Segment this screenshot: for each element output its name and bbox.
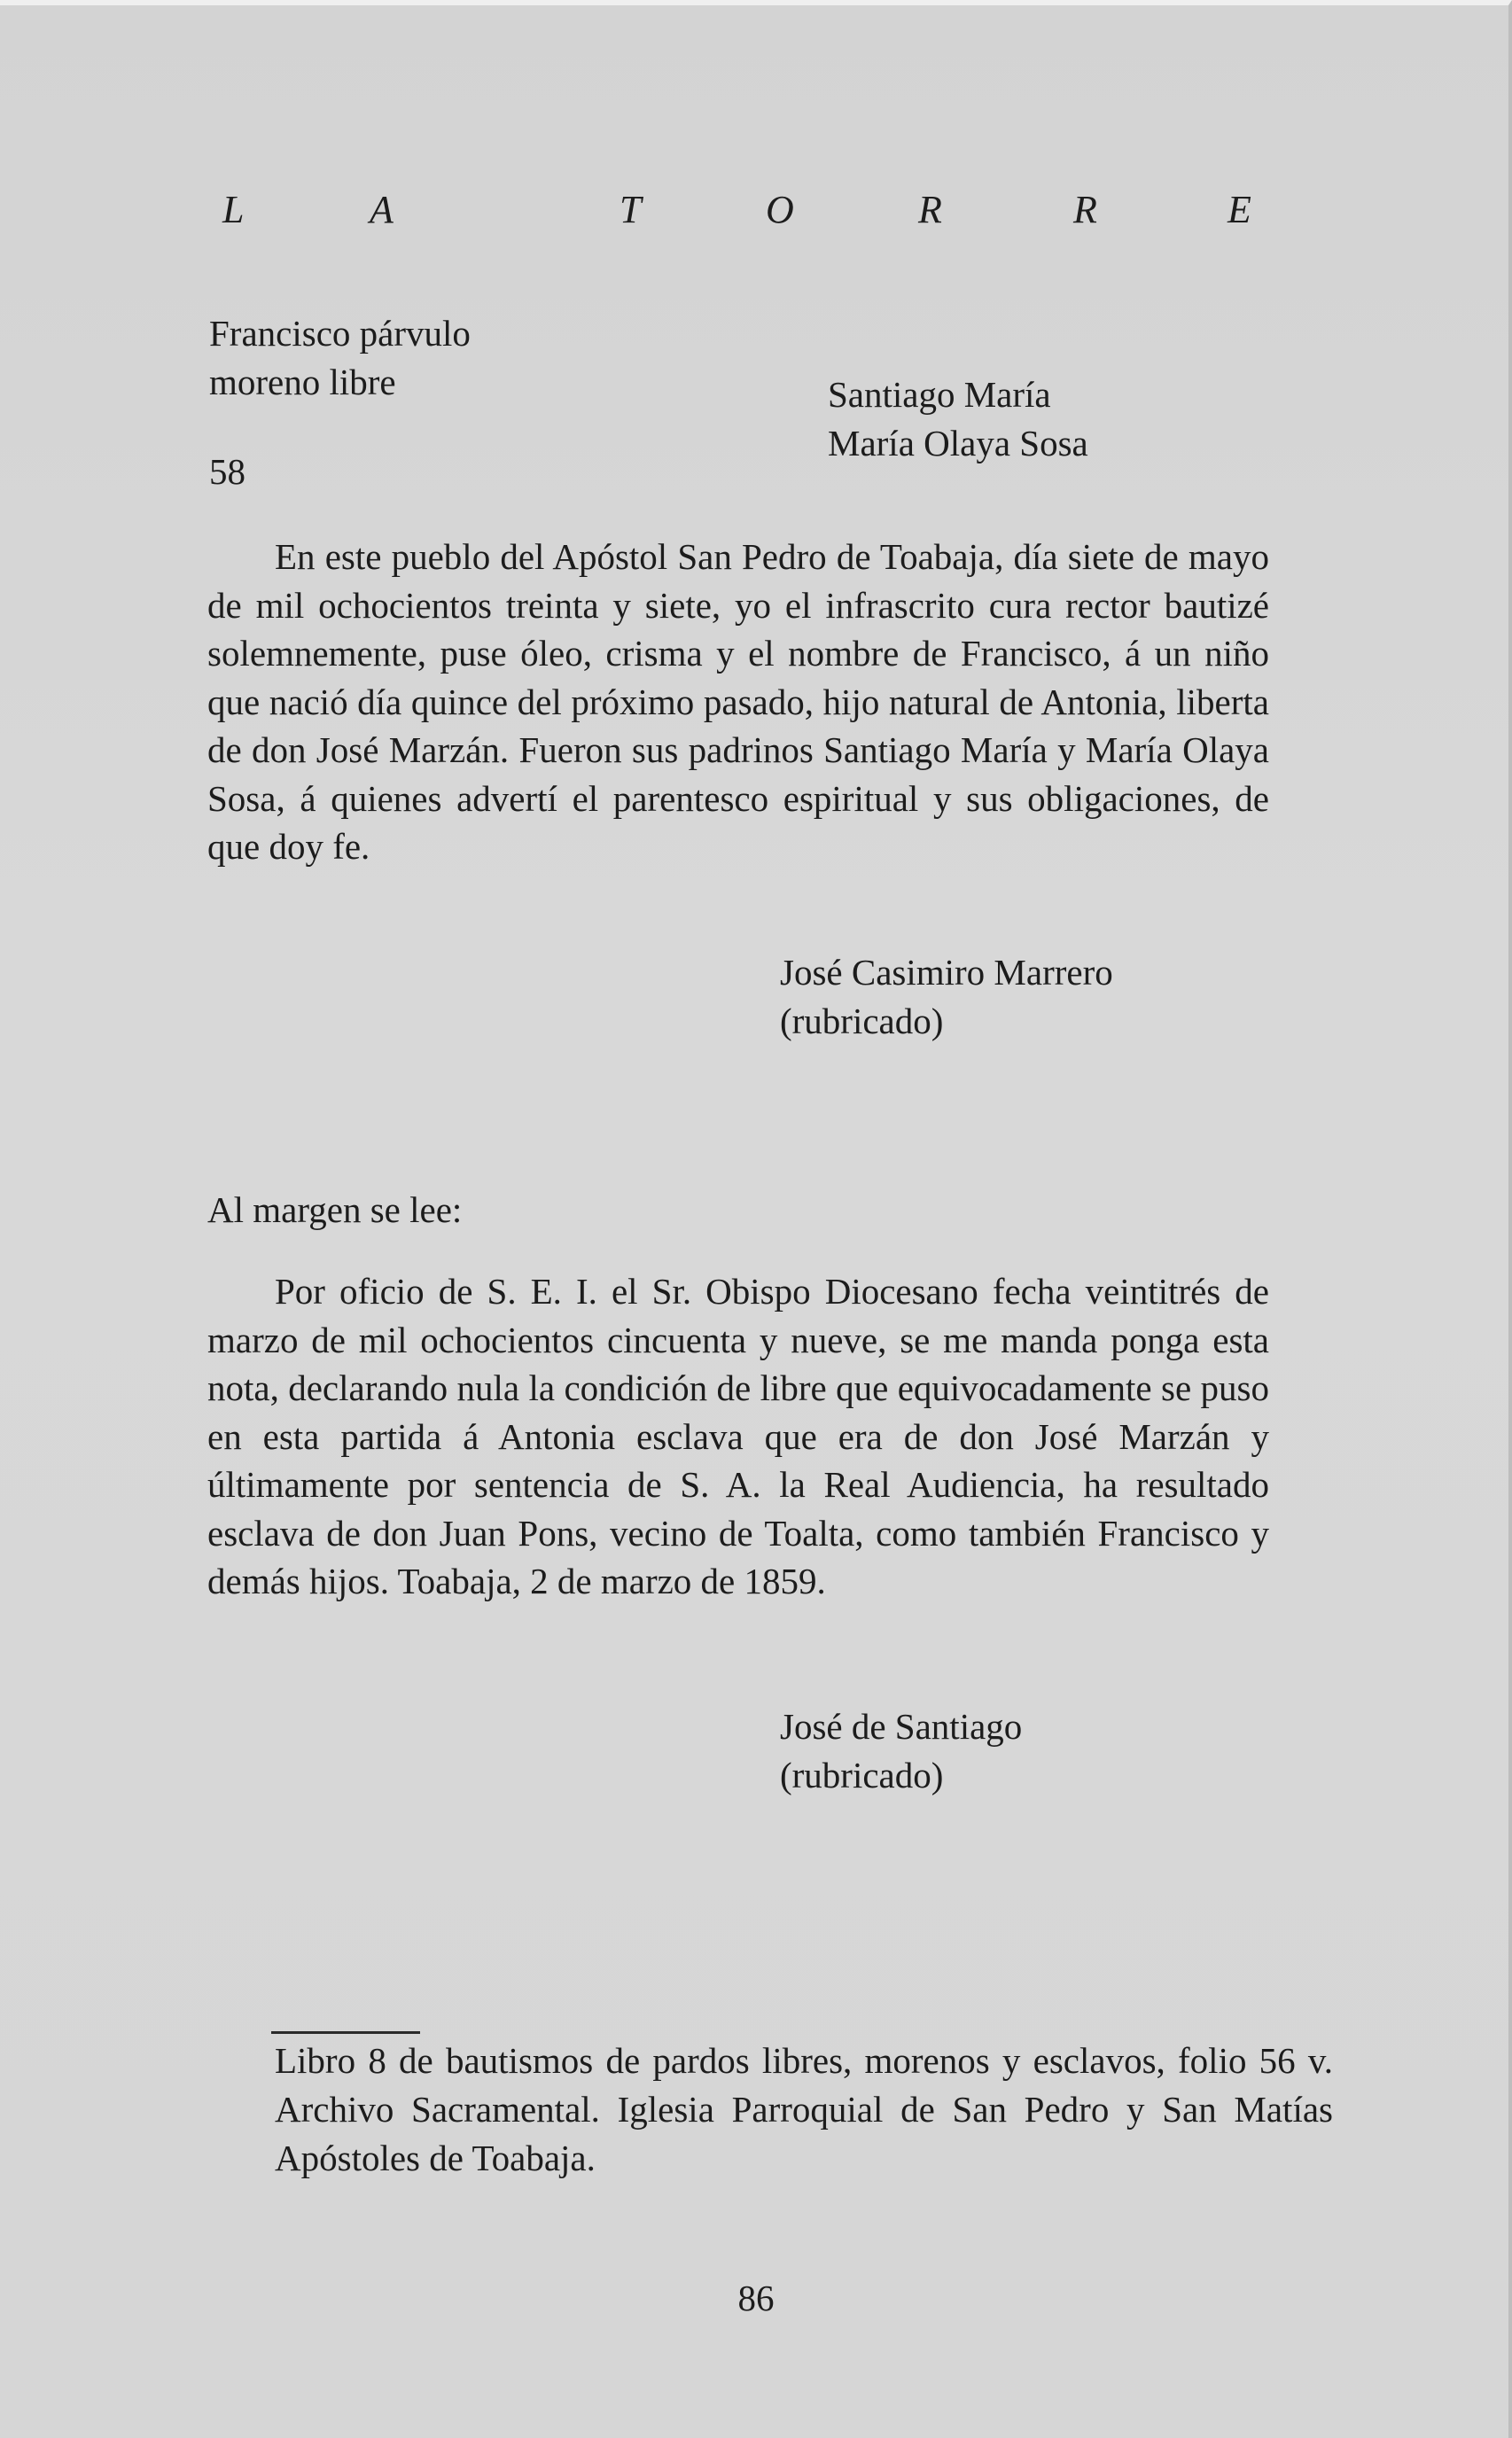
marginal-note-label: Al margen se lee:	[207, 1189, 463, 1230]
running-head	[210, 187, 1284, 240]
footnote-rule	[271, 2031, 420, 2034]
godparents	[828, 370, 1088, 468]
footnote: Libro 8 de bautismos de pardos libres, morenos y esclavos, folio 56 v. Archivo Sacramental. Iglesia Parroquial de San Pedro y San Matías Apóstoles de Toabaja.	[275, 2040, 1333, 2178]
page-number: 86	[737, 2278, 775, 2318]
baptism-record-text: En este pueblo del Apóstol San Pedro de Toabaja, día siete de mayo de mil ochocientos treinta y siete, yo el infrascrito cura rector bautizé solemnemente, puse óleo, crisma y el nombre de Francisco, á un niño que nació día quince del próximo pasado, hijo natural de Antonia, liberta de don José Marzán. Fueron sus padrinos Santiago María y María Olaya Sosa, á quienes advertí el parentesco espiritual y sus obligaciones, de que doy fe.	[207, 536, 1269, 867]
child-name: Francisco párvulo	[209, 313, 471, 354]
signature-note: (rubricado)	[780, 1001, 944, 1041]
running-head-letter: T	[620, 188, 643, 231]
running-head-letter: E	[1228, 188, 1253, 231]
marginal-note-text: Por oficio de S. E. I. el Sr. Obispo Diocesano fecha veintitrés de marzo de mil ochocientos cincuenta y nueve, se me manda ponga esta nota, declarando nula la condición de libre que equivocadamente se puso en esta partida á Antonia esclava que era de don José Marzán y últimamente por sentencia de S. A. la Real Audiencia, ha resultado esclava de don Juan Pons, vecino de Toalta, como también Francisco y demás hijos. Toabaja, 2 de marzo de 1859.	[207, 1271, 1269, 1601]
running-head-letter: R	[918, 188, 944, 231]
priest-signature	[780, 948, 1113, 1046]
child-status: moreno libre	[209, 362, 396, 402]
entry-number: 58	[209, 451, 246, 492]
entry-marginal-heading	[209, 309, 471, 407]
running-head-letter: O	[766, 188, 796, 231]
godfather: Santiago María	[828, 374, 1051, 415]
signature-note: (rubricado)	[780, 1755, 944, 1795]
signature-name: José Casimiro Marrero	[780, 952, 1113, 993]
signature-name: José de Santiago	[780, 1706, 1023, 1747]
running-head-letter: A	[370, 188, 395, 231]
running-head-letter: L	[222, 188, 246, 231]
running-head-letter: R	[1073, 188, 1099, 231]
godmother: María Olaya Sosa	[828, 423, 1088, 463]
marginal-note-signature	[780, 1702, 1022, 1800]
